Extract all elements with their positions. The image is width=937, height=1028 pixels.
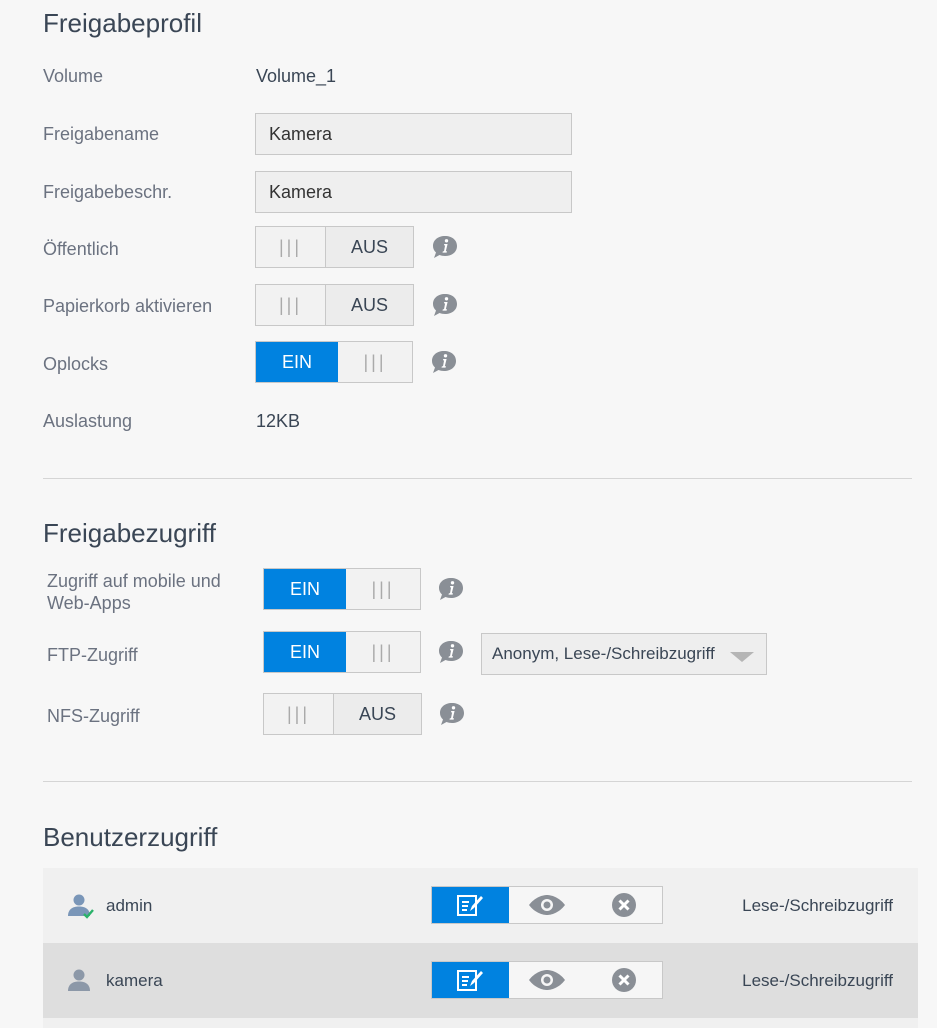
share-name-label: Freigabename: [43, 124, 160, 144]
usage-value: 12KB: [256, 411, 301, 431]
divider: [43, 478, 912, 479]
share-desc-input[interactable]: Kamera: [255, 171, 572, 213]
toggle-grip: |||: [346, 632, 420, 672]
no-access-option[interactable]: [585, 962, 662, 998]
volume-value: Volume_1: [256, 66, 337, 86]
profile-title: Freigabeprofil: [43, 8, 202, 38]
close-circle-icon: [611, 892, 637, 918]
oplocks-info-icon[interactable]: [431, 350, 457, 374]
toggle-state-on: EIN: [264, 569, 346, 609]
user-name: admin: [106, 896, 153, 915]
toggle-grip: |||: [264, 694, 333, 734]
users-title: Benutzerzugriff: [43, 822, 218, 852]
divider: [43, 781, 912, 782]
share-name-input[interactable]: Kamera: [255, 113, 572, 155]
mobile-access-label: [47, 570, 221, 614]
usage-label: Auslastung: [43, 411, 133, 431]
user-row-partial: [43, 1018, 918, 1028]
user-name: kamera: [106, 971, 163, 990]
permission-selector[interactable]: [431, 886, 663, 924]
toggle-state-off: AUS: [325, 227, 413, 267]
no-access-option[interactable]: [585, 887, 662, 923]
ftp-access-label: FTP-Zugriff: [47, 645, 138, 665]
oplocks-toggle[interactable]: [255, 341, 413, 383]
edit-icon: [456, 968, 484, 992]
admin-user-icon: [67, 892, 95, 920]
public-label: Öffentlich: [43, 239, 119, 259]
read-only-option[interactable]: [509, 887, 586, 923]
edit-icon: [456, 893, 484, 917]
recycle-info-icon[interactable]: [432, 293, 458, 317]
public-toggle[interactable]: [255, 226, 414, 268]
toggle-grip: |||: [256, 285, 325, 325]
recycle-label: Papierkorb aktivieren: [43, 296, 213, 316]
toggle-grip: |||: [346, 569, 420, 609]
close-circle-icon: [611, 967, 637, 993]
access-title: Freigabezugriff: [43, 518, 216, 548]
eye-icon: [527, 894, 567, 916]
volume-label: Volume: [43, 66, 104, 86]
user-row: [43, 943, 918, 1018]
eye-icon: [527, 969, 567, 991]
permission-label: Lese-/Schreibzugriff: [742, 896, 893, 915]
ftp-access-toggle[interactable]: [263, 631, 421, 673]
ftp-access-info-icon[interactable]: [438, 640, 464, 664]
nfs-access-toggle[interactable]: [263, 693, 422, 735]
share-desc-label: Freigabebeschr.: [43, 182, 173, 202]
read-only-option[interactable]: [509, 962, 586, 998]
recycle-toggle[interactable]: [255, 284, 414, 326]
oplocks-label: Oplocks: [43, 354, 109, 374]
toggle-state-off: AUS: [325, 285, 413, 325]
toggle-state-on: EIN: [264, 632, 346, 672]
permission-selector[interactable]: [431, 961, 663, 999]
mobile-access-toggle[interactable]: [263, 568, 421, 610]
toggle-state-on: EIN: [256, 342, 338, 382]
toggle-state-off: AUS: [333, 694, 421, 734]
public-info-icon[interactable]: [432, 235, 458, 259]
mobile-access-info-icon[interactable]: [438, 577, 464, 601]
toggle-grip: |||: [338, 342, 412, 382]
user-icon: [67, 967, 95, 995]
chevron-down-icon: [730, 652, 754, 662]
nfs-access-label: NFS-Zugriff: [47, 706, 140, 726]
mobile-access-label-line1: Zugriff auf mobile und: [47, 571, 221, 591]
ftp-mode-value: Anonym, Lese-/Schreibzugriff: [492, 644, 715, 663]
user-row: [43, 868, 918, 943]
nfs-access-info-icon[interactable]: [439, 702, 465, 726]
read-write-option[interactable]: [432, 887, 509, 923]
mobile-access-label-line2: Web-Apps: [47, 593, 131, 613]
permission-label: Lese-/Schreibzugriff: [742, 971, 893, 990]
ftp-mode-select[interactable]: [481, 633, 767, 675]
toggle-grip: |||: [256, 227, 325, 267]
read-write-option[interactable]: [432, 962, 509, 998]
